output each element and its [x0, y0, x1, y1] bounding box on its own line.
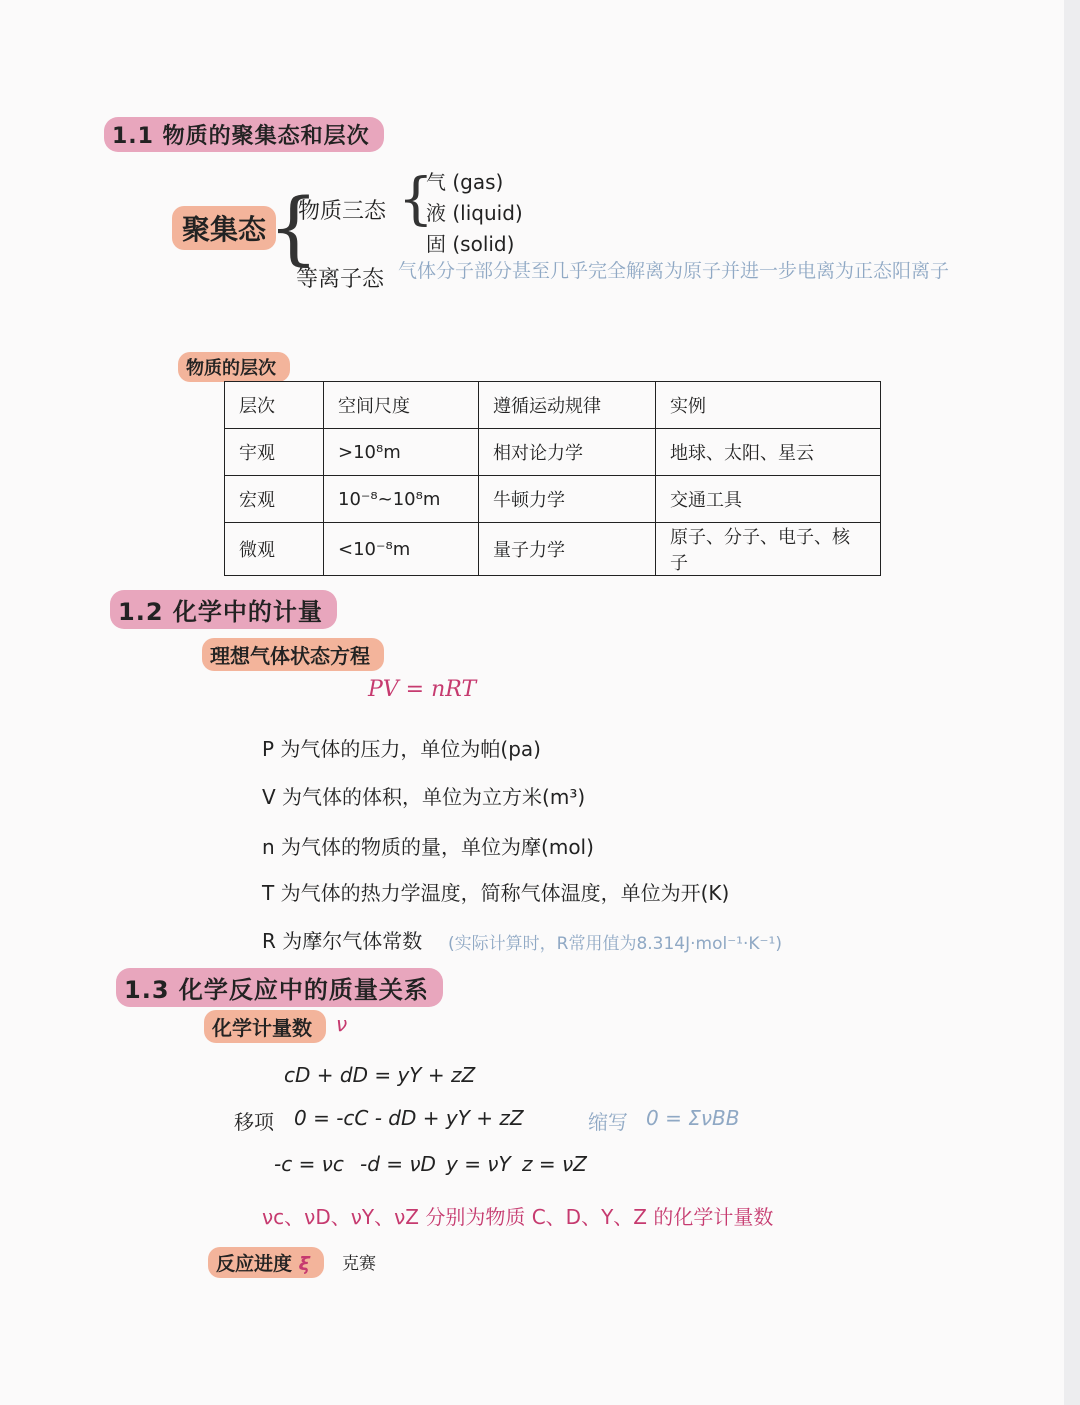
reaction-progress-symbol: ξ	[298, 1253, 310, 1275]
table-row	[225, 476, 881, 523]
state-solid: 固 (solid)	[426, 232, 515, 256]
table-cell: 宏观	[225, 476, 324, 523]
levels-table	[224, 381, 881, 576]
coefficient-item: -c = νc	[274, 1152, 344, 1176]
table-cell: 地球、太阳、星云	[656, 429, 881, 476]
table-row	[225, 523, 881, 576]
table-header-cell: 空间尺度	[324, 382, 479, 429]
inner-brace: {	[398, 167, 434, 232]
outer-brace: {	[268, 181, 319, 274]
reaction-progress-tail: 克赛	[342, 1254, 376, 1274]
state-liquid: 液 (liquid)	[426, 201, 523, 225]
coefficient-item: y = νY	[446, 1152, 511, 1176]
r-value-note: (实际计算时，R常用值为8.314J·mol⁻¹·K⁻¹)	[448, 934, 782, 954]
move-term-label: 移项	[234, 1110, 274, 1134]
stoichiometry-heading: 化学计量数	[204, 1010, 326, 1043]
definition-line: T 为气体的热力学温度，简称气体温度，单位为开(K)	[262, 881, 730, 905]
table-cell: 10⁻⁸~10⁸m	[324, 476, 479, 523]
section-2-heading: 1.2 化学中的计量	[110, 590, 337, 629]
table-header-cell: 遵循运动规律	[479, 382, 656, 429]
stoichiometry-symbol: ν	[336, 1012, 348, 1036]
three-states-label: 物质三态	[298, 199, 387, 224]
definition-line: P 为气体的压力，单位为帕(pa)	[262, 737, 541, 761]
plasma-label: 等离子态	[296, 267, 385, 292]
table-cell: 微观	[225, 523, 324, 576]
coefficient-note: νc、νD、νY、νZ 分别为物质 C、D、Y、Z 的化学计量数	[262, 1205, 774, 1229]
page-edge	[1064, 0, 1080, 1405]
reaction-progress-label: 反应进度	[216, 1253, 293, 1275]
table-cell: <10⁻⁸m	[324, 523, 479, 576]
ideal-gas-formula: PV = nRT	[368, 677, 477, 702]
abbreviation-label: 缩写	[588, 1110, 628, 1134]
table-cell: 牛顿力学	[479, 476, 656, 523]
definition-line: R 为摩尔气体常数	[262, 929, 423, 953]
table-header-row	[225, 382, 881, 429]
rearranged-equation: 0 = -cC - dD + yY + zZ	[294, 1106, 524, 1130]
aggregation-label: 聚集态	[172, 206, 276, 250]
definition-line: V 为气体的体积，单位为立方米(m³)	[262, 785, 586, 809]
table-cell: 交通工具	[656, 476, 881, 523]
reaction-equation: cD + dD = yY + zZ	[284, 1063, 476, 1087]
table-cell: 宇观	[225, 429, 324, 476]
reaction-progress-heading	[208, 1247, 324, 1278]
section-3-heading: 1.3 化学反应中的质量关系	[116, 968, 443, 1007]
coefficient-item: z = νZ	[522, 1152, 587, 1176]
table-row	[225, 429, 881, 476]
table-cell: >10⁸m	[324, 429, 479, 476]
table-cell: 量子力学	[479, 523, 656, 576]
table-cell: 原子、分子、电子、核子	[656, 523, 881, 576]
section-1-heading: 1.1 物质的聚集态和层次	[104, 117, 384, 152]
state-gas: 气 (gas)	[426, 170, 504, 194]
plasma-note: 气体分子部分甚至几乎完全解离为原子并进一步电离为正态阳离子	[398, 260, 950, 282]
coefficient-item: -d = νD	[360, 1152, 436, 1176]
table-header-cell: 层次	[225, 382, 324, 429]
abbreviation-equation: 0 = ΣνBB	[646, 1106, 740, 1130]
table-cell: 相对论力学	[479, 429, 656, 476]
table-header-cell: 实例	[656, 382, 881, 429]
levels-heading: 物质的层次	[178, 352, 290, 382]
ideal-gas-heading: 理想气体状态方程	[202, 638, 384, 671]
definition-line: n 为气体的物质的量，单位为摩(mol)	[262, 835, 594, 859]
